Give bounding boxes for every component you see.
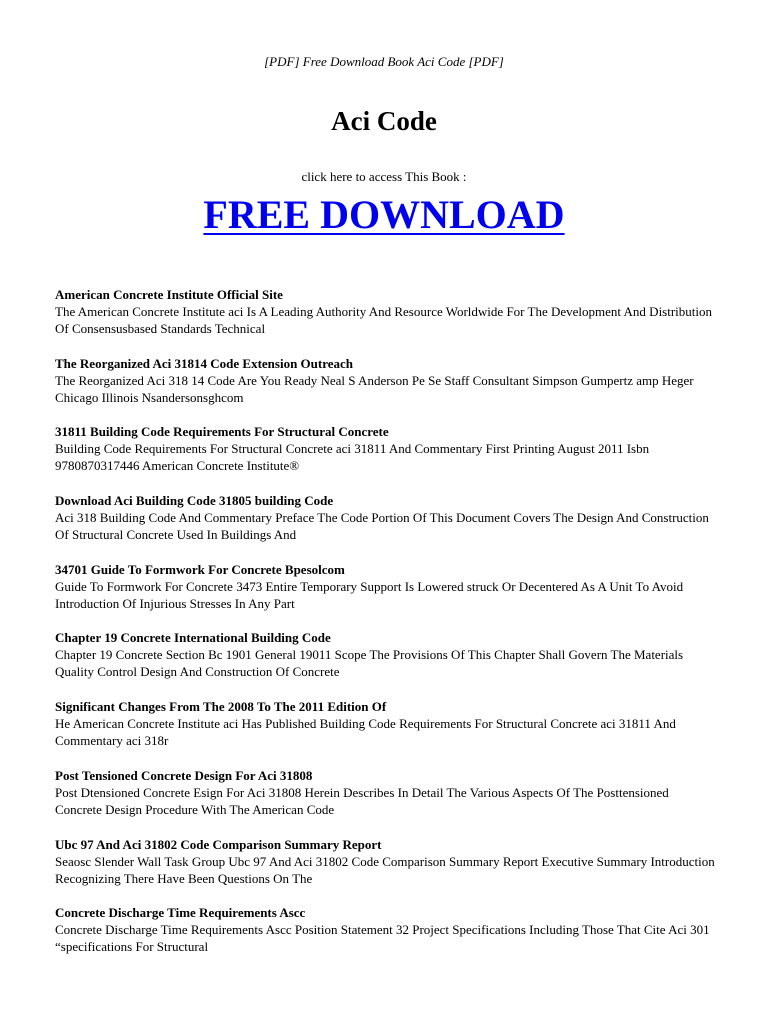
entry-description: Aci 318 Building Code And Commentary Preface The Code Portion Of This Document Covers The Design And Construction Of Structural Concrete Used In Buildings And	[55, 510, 709, 543]
entry-description: The Reorganized Aci 318 14 Code Are You Ready Neal S Anderson Pe Se Staff Consultant Simpson Gumpertz amp Heger Chicago Illinois Nsandersonsghcom	[55, 372, 694, 405]
list-item	[55, 904, 715, 973]
list-item	[55, 355, 715, 424]
list-item	[55, 423, 715, 492]
page-title: Aci Code	[331, 106, 437, 136]
entry-title: Ubc 97 And Aci 31802 Code Comparison Summary Report	[55, 836, 382, 852]
entries-list	[55, 286, 715, 973]
entry-description: Building Code Requirements For Structural Concrete aci 31811 And Commentary First Printing August 2011 Isbn 9780870317446 American Concrete Institute®	[55, 441, 650, 474]
list-item	[55, 836, 715, 905]
entry-description: Concrete Discharge Time Requirements Ascc Position Statement 32 Project Specifications Including Those That Cite Aci 301 “specifications For Structural	[55, 922, 710, 955]
list-item	[55, 629, 715, 698]
entry-description: Guide To Formwork For Concrete 3473 Entire Temporary Support Is Lowered struck Or Decentered As A Unit To Avoid Introduction Of Injurious Stresses In Any Part	[55, 578, 684, 611]
entry-title: The Reorganized Aci 31814 Code Extension Outreach	[55, 355, 354, 371]
list-item	[55, 492, 715, 561]
entry-title: American Concrete Institute Official Site	[55, 287, 283, 302]
entry-description: He American Concrete Institute aci Has Published Building Code Requirements For Structural Concrete aci 31811 And Commentary aci 318r	[55, 716, 676, 749]
entry-title: Chapter 19 Concrete International Building Code	[55, 630, 331, 646]
download-link-container	[0, 190, 768, 240]
entry-title: Concrete Discharge Time Requirements Ascc	[55, 905, 306, 921]
entry-description: Seaosc Slender Wall Task Group Ubc 97 And Aci 31802 Code Comparison Summary Report Executive Summary Introduction Recognizing There Have Been Questions On The	[55, 853, 715, 886]
entry-description: Chapter 19 Concrete Section Bc 1901 General 19011 Scope The Provisions Of This Chapter Shall Govern The Materials Quality Control Design And Construction Of Concrete	[55, 647, 684, 680]
header-line: [PDF] Free Download Book Aci Code [PDF]	[264, 54, 504, 69]
free-download-link[interactable]: FREE DOWNLOAD	[203, 192, 565, 237]
entry-title: Significant Changes From The 2008 To The 2011 Edition Of	[55, 699, 387, 715]
entry-title: Download Aci Building Code 31805 building Code	[55, 493, 334, 509]
list-item	[55, 698, 715, 767]
access-text: click here to access This Book :	[301, 169, 467, 184]
entry-description: Post Dtensioned Concrete Esign For Aci 31808 Herein Describes In Detail The Various Aspects Of The Posttensioned Concrete Design Procedure With The American Code	[55, 784, 669, 817]
list-item	[55, 561, 715, 630]
entry-title: 34701 Guide To Formwork For Concrete Bpesolcom	[55, 561, 345, 577]
entry-title: 31811 Building Code Requirements For Structural Concrete	[55, 424, 389, 440]
list-item	[55, 767, 715, 836]
list-item	[55, 286, 715, 355]
entry-title: Post Tensioned Concrete Design For Aci 31808	[55, 767, 313, 783]
entry-description: The American Concrete Institute aci Is A Leading Authority And Resource Worldwide For The Development And Distribution Of Consensusbased Standards Technical	[55, 304, 713, 336]
